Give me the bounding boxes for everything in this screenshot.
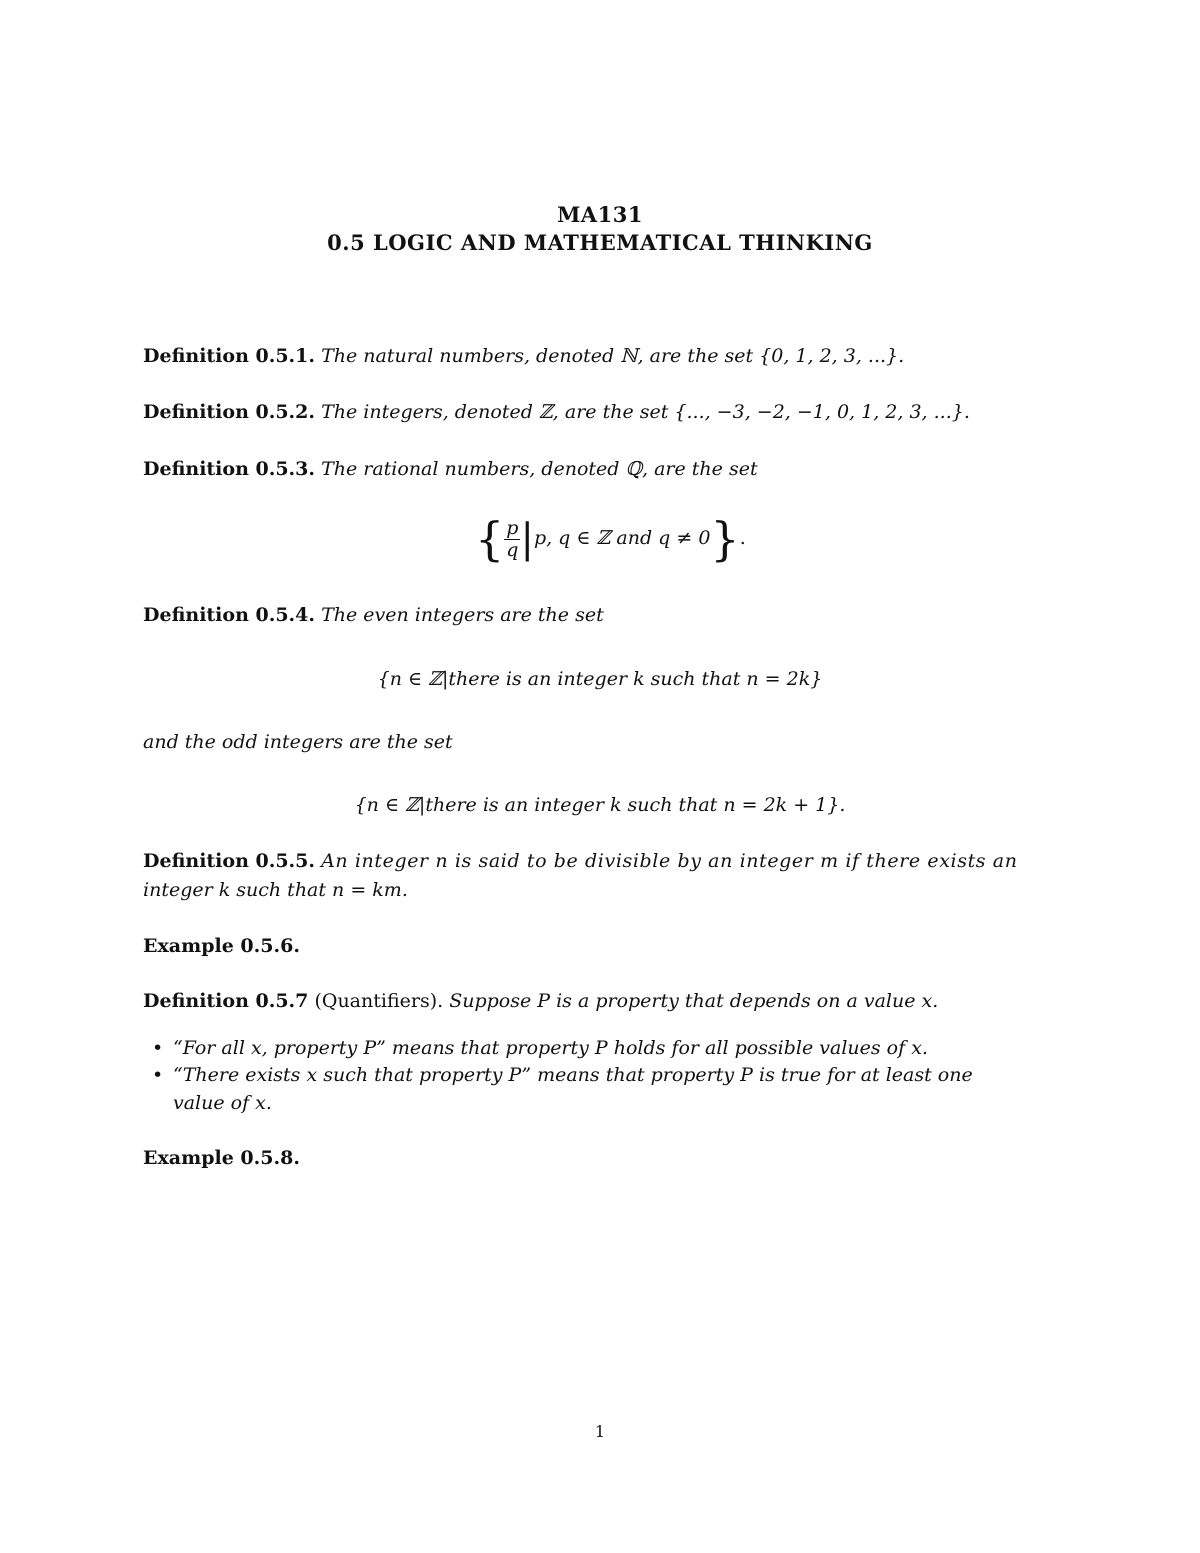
- definition-text: Suppose P is a property that depends on a value x.: [449, 990, 939, 1012]
- fraction: $\frac{p}{q}$: [506, 516, 519, 561]
- definition-text: The integers, denoted ℤ, are the set {..., −3, −2, −1, 0, 1, 2, 3, ...}.: [321, 401, 970, 423]
- definition-label: Definition 0.5.7: [143, 990, 309, 1012]
- example-0-5-6: Example 0.5.6.: [143, 935, 300, 957]
- definition-label: Definition 0.5.4.: [143, 604, 316, 626]
- definition-text: The rational numbers, denoted ℚ, are the set: [321, 458, 758, 480]
- odd-set-formula: {n ∈ ℤ|there is an integer k such that n = 2k + 1}.: [354, 794, 846, 816]
- definition-0-5-1: [143, 345, 904, 367]
- bullet-item: “For all x, property P” means that property P holds for all possible values of x.: [173, 1037, 928, 1059]
- page-title: 0.5 LOGIC AND MATHEMATICAL THINKING: [327, 230, 873, 255]
- definition-label: Definition 0.5.2.: [143, 401, 316, 423]
- definition-name: (Quantifiers).: [314, 990, 444, 1012]
- definition-text: The natural numbers, denoted ℕ, are the set {0, 1, 2, 3, ...}.: [321, 345, 905, 367]
- rationals-set-formula: { $\frac{p}{q}$ |p, q ∈ ℤ and q ≠ 0}.: [475, 512, 746, 566]
- definition-text: The even integers are the set: [321, 604, 604, 626]
- bullet-item-continued: value of x.: [173, 1092, 272, 1114]
- page-number: 1: [594, 1422, 606, 1441]
- definition-0-5-5: [143, 850, 1018, 872]
- bullet-item: “There exists x such that property P” means that property P is true for at least one: [173, 1064, 973, 1086]
- definition-label: Definition 0.5.3.: [143, 458, 316, 480]
- definition-text: An integer n is said to be divisible by an integer m if there exists an: [321, 850, 1018, 872]
- example-0-5-8: Example 0.5.8.: [143, 1147, 300, 1169]
- definition-0-5-3: [143, 458, 758, 480]
- definition-label: Definition 0.5.5.: [143, 850, 316, 872]
- odd-intro-text: and the odd integers are the set: [143, 731, 453, 753]
- course-code: MA131: [557, 202, 643, 227]
- definition-text-continued: integer k such that n = km.: [143, 879, 408, 901]
- definition-0-5-2: [143, 401, 970, 423]
- definition-label: Definition 0.5.1.: [143, 345, 316, 367]
- even-set-formula: {n ∈ ℤ|there is an integer k such that n = 2k}: [377, 668, 823, 690]
- definition-0-5-4: [143, 604, 604, 626]
- definition-0-5-7: [143, 990, 938, 1012]
